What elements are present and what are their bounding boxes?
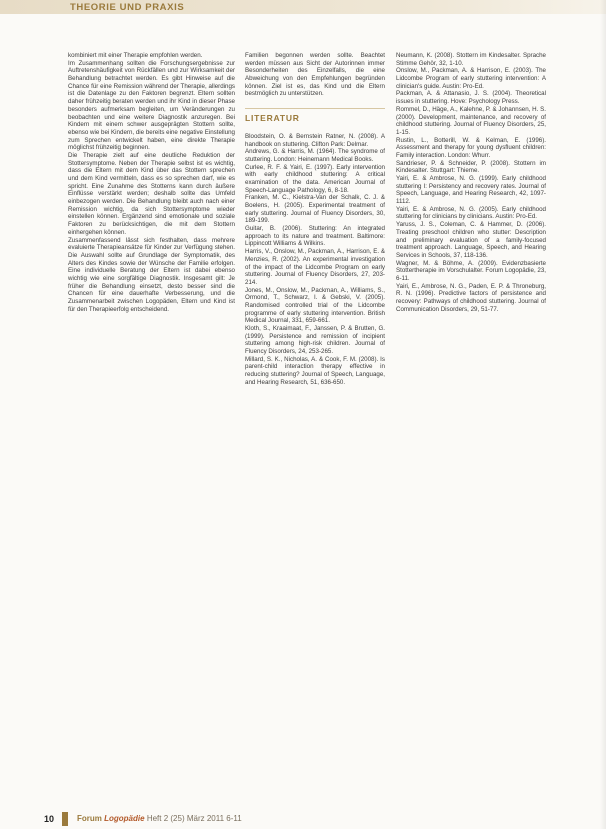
page-edge-shadow: [600, 0, 606, 829]
body-column-3: [396, 52, 546, 792]
reference-item: Yairi, E., Ambrose, N. G., Paden, E. P. & Throneburg, R. N. (1996). Predictive factors of persistence and recovery: Pathways of childhood stuttering. Journal of Communication Disorders, 29, 51-77.: [396, 282, 546, 313]
reference-list: [245, 133, 385, 387]
journal-name-prefix: Forum: [77, 814, 102, 823]
page-header: [0, 0, 606, 14]
reference-item: Harris, V., Onslow, M., Packman, A., Harrison, E. & Menzies, R. (2002). An experimental investigation of the impact of the Lidcombe Program on early stuttering. Journal of Fluency Disorders, 27, 203-214.: [245, 248, 385, 286]
reference-item: Kloth, S., Kraaimaat, F., Janssen, P. & Brutten, G. (1999). Persistence and remission of incipient stuttering among high-risk children. Journal of Fluency Disorders, 24, 253-265.: [245, 325, 385, 356]
body-column-1: [68, 52, 235, 792]
reference-item: Rommel, D., Häge, A., Kalehne, P. & Johannsen, H. S. (2000). Development, maintenance, and recovery of childhood stuttering. Journal of Fluency Disorders, 25, 1-15.: [396, 105, 546, 136]
reference-item: Millard, S. K., Nicholas, A. & Cook, F. M. (2008). Is parent-child interaction therapy effective in reducing stuttering? Journal of Speech, Language, and Hearing Research, 51, 636-650.: [245, 355, 385, 386]
paragraph: Im Zusammenhang sollten die Forschungsergebnisse zur Auftretenshäufigkeit von Rückfällen und zur Wirksamkeit der Behandlung betrachtet werden. Es gibt Hinweise auf die Chance für eine Remission während der Therapie, allerdings ist die Datenlage zu den Faktoren begrenzt. Eltern sollten daher frühzeitig beraten werden und ihr Kind in dieser Phase besonders aufmerksam begleiten, um Veränderungen zu beobachten und eine weitere Diagnostik anzuregen. Bei Kindern mit einem schwer ausgeprägten Stottern sollte, ebenso wie bei Kindern, die bereits eine negative Einstellung zum Sprechen entwickelt haben, eine direkte Therapie möglichst frühzeitig beginnen.: [68, 59, 235, 152]
paragraph: Familien begonnen werden sollte. Beachtet werden müssen aus Sicht der Autorinnen immer Besonderheiten des Einzelfalls, die eine Abweichung von den Empfehlungen begründen können. Ziel ist es, das Kind und die Eltern bestmöglich zu unterstützen.: [245, 52, 385, 98]
reference-item: Yaruss, J. S., Coleman, C. & Hammer, D. (2006). Treating preschool children who stutter: Description and preliminary evaluation of a family-focused treatment approach. Language, Speech, and Hearing Services in Schools, 37, 118-136.: [396, 221, 546, 259]
footer-accent-bar: [62, 812, 68, 826]
reference-item: Yairi, E. & Ambrose, N. G. (2005). Early childhood stuttering for clinicians by clinicians. Austin: Pro-Ed.: [396, 205, 546, 221]
reference-item: Franken, M. C., Kielstra-Van der Schalk, C. J. & Boelens, H. (2005). Experimental treatment of early stuttering. Journal of Fluency Disorders, 30, 189-199.: [245, 194, 385, 225]
reference-item: Jones, M., Onslow, M., Packman, A., Williams, S., Ormond, T., Schwarz, I. & Gebski, V. (2005). Randomised controlled trial of the Lidcombe programme of early stuttering intervention. British Medical Journal, 331, 659-661.: [245, 286, 385, 325]
reference-item: Guitar, B. (2006). Stuttering: An integrated approach to its nature and treatment. Baltimore: Lippincott Williams & Wilkins.: [245, 225, 385, 248]
reference-item: Wagner, M. & Böhme, A. (2009). Evidenzbasierte Stottertherapie im Vorschulalter. Forum Logopädie, 23, 6-11.: [396, 259, 546, 282]
reference-item: Yairi, E. & Ambrose, N. G. (1999). Early childhood stuttering I: Persistency and recovery rates. Journal of Speech, Language, and Hearing Research, 42, 1097-1112.: [396, 175, 546, 206]
issue-info: Heft 2 (25) März 2011 6-11: [146, 814, 242, 823]
reference-list: [396, 52, 546, 313]
section-title: THEORIE UND PRAXIS: [70, 2, 185, 13]
journal-name: Logopädie: [104, 814, 145, 823]
reference-item: Curlee, R. F. & Yairi, E. (1997). Early intervention with early childhood stuttering: A critical examination of the data. American Journal of Speech-Language Pathology, 6, 8-18.: [245, 163, 385, 194]
body-column-2: [245, 52, 385, 792]
paragraph: Die Therapie zielt auf eine deutliche Reduktion der Stottersymptome. Neben der Therapie selbst ist es wichtig, dass die Eltern mit dem Kind über das Stottern sprechen und dem Kind vermitteln, dass es so sprechen darf, wie es spricht. Eine Zunahme des Stotterns kann durch äußere Einflüsse verstärkt werden; deshalb sollte das Umfeld einbezogen werden. Die Behandlung bleibt auch nach einer Remission wichtig, da sich Stottersymptome wieder einstellen können. Ergänzend sind emotionale und soziale Faktoren zu berücksichtigen, die mit dem Stottern einhergehen können.: [68, 151, 235, 236]
reference-item: Neumann, K. (2008). Stottern im Kindesalter. Sprache Stimme Gehör, 32, 1-10.: [396, 52, 546, 67]
journal-info: [77, 814, 242, 823]
paragraph: Zusammenfassend lässt sich festhalten, dass mehrere evaluierte Therapieansätze für Kinder zur Verfügung stehen. Die Auswahl sollte auf Grundlage der Symptomatik, des Alters des Kindes sowie der Wünsche der Familie erfolgen. Eine individuelle Beratung der Eltern ist dabei ebenso wichtig wie eine sorgfältige Diagnostik. Insgesamt gilt: Je früher die Behandlung einsetzt, desto besser sind die Chancen für eine dauerhafte Verbesserung, und die Zusammenarbeit zwischen Logopäden, Eltern und Kind ist für den Therapieerfolg entscheidend.: [68, 236, 235, 313]
reference-item: Packman, A. & Attanasio, J. S. (2004). Theoretical issues in stuttering. Hove: Psychology Press.: [396, 90, 546, 106]
literature-heading: LITERATUR: [245, 108, 385, 123]
reference-item: Rustin, L., Botterill, W. & Kelman, E. (1996). Assessment and therapy for young dysfluent children: Family interaction. London: Whurr.: [396, 136, 546, 159]
reference-item: Onslow, M., Packman, A. & Harrison, E. (2003). The Lidcombe Program of early stuttering intervention: A clinician's guide. Austin: Pro-Ed.: [396, 67, 546, 90]
reference-item: Andrews, G. & Harris, M. (1964). The syndrome of stuttering. London: Heinemann Medical Books.: [245, 148, 385, 163]
page-number: 10: [44, 814, 55, 824]
paragraph: kombiniert mit einer Therapie empfohlen werden.: [68, 52, 203, 59]
reference-item: Sandrieser, P. & Schneider, P. (2008). Stottern im Kindesalter. Stuttgart: Thieme.: [396, 159, 546, 175]
page-footer: [0, 806, 606, 829]
reference-item: Bloodstein, O. & Bernstein Ratner, N. (2008). A handbook on stuttering. Clifton Park: Delmar.: [245, 132, 385, 148]
